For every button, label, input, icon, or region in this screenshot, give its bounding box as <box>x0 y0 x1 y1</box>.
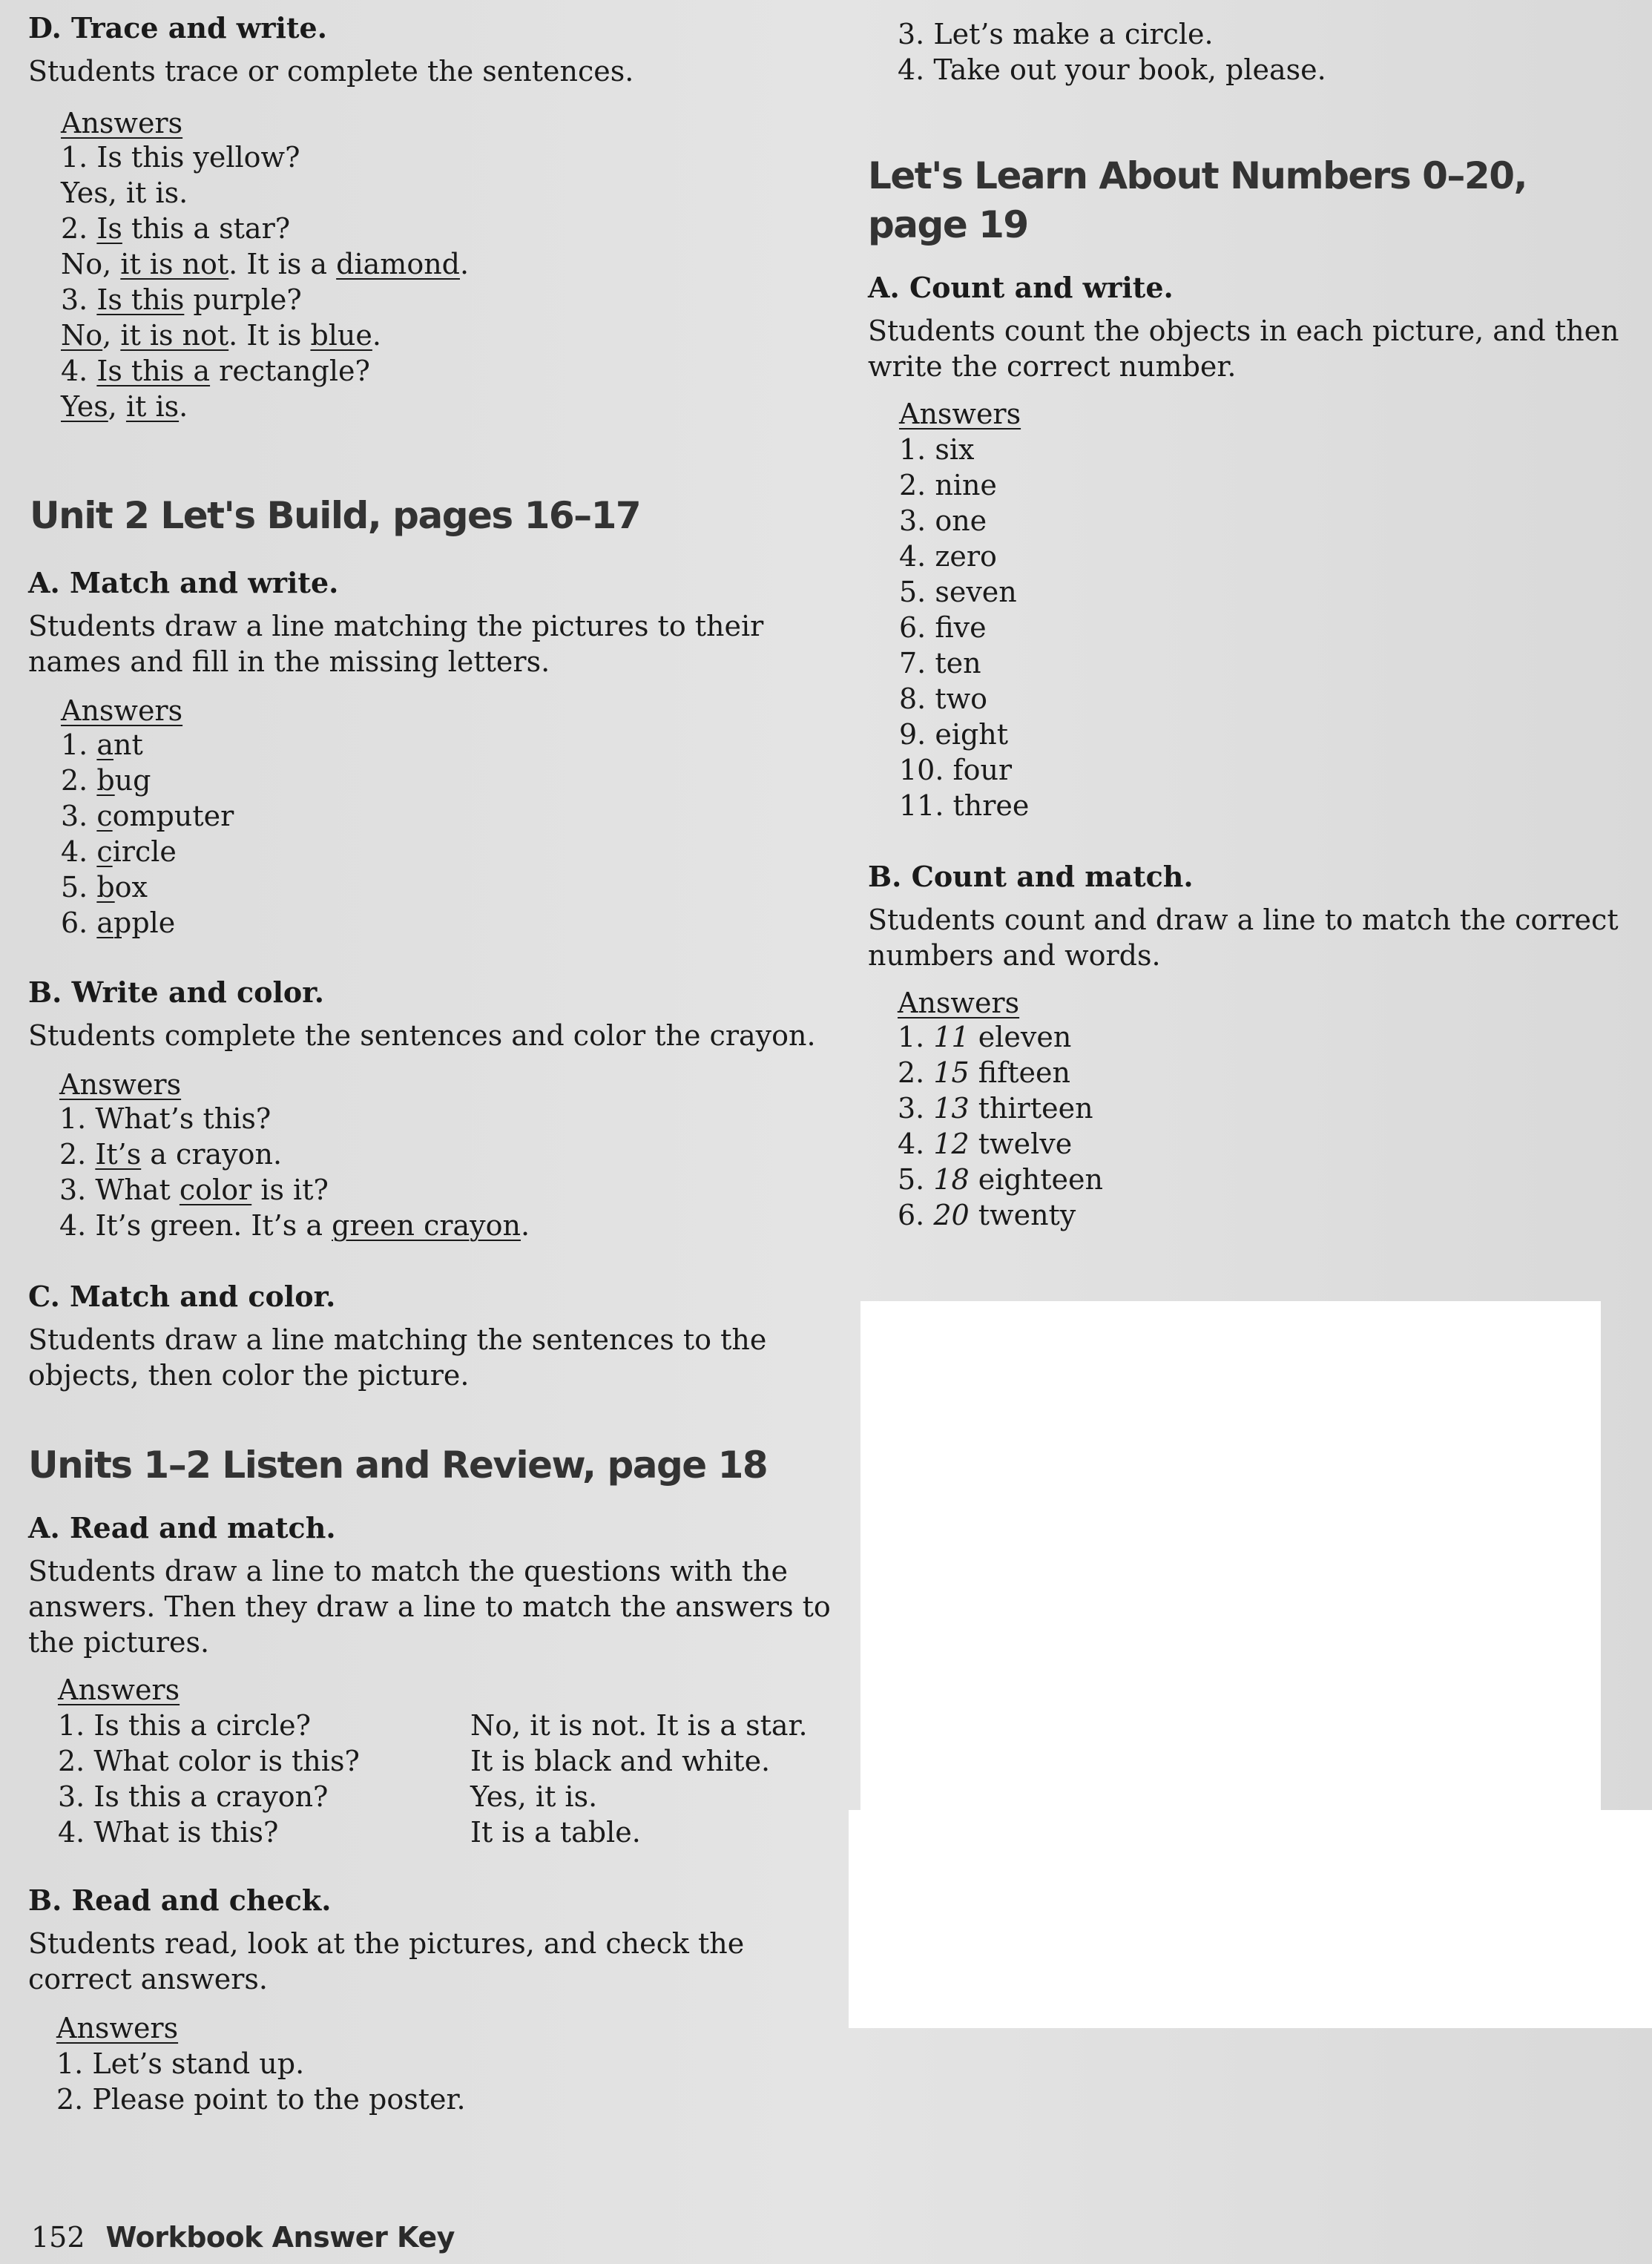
page-number: 152 <box>31 2221 85 2254</box>
match-and-color-description: objects, then color the picture. <box>28 1359 470 1392</box>
question-line: 1. Is this a circle? <box>58 1709 312 1742</box>
answer-line: 2. bug <box>61 764 151 797</box>
write-and-color-description: Students complete the sentences and color the crayon. <box>28 1019 816 1052</box>
answer-line: 1. What’s this? <box>59 1102 272 1135</box>
answer-line: 5. 18 eighteen <box>898 1163 1103 1196</box>
match-and-color-description: Students draw a line matching the sentences to the <box>28 1323 767 1356</box>
answer-line: 2. Is this a star? <box>61 212 291 245</box>
answers-label: Answers <box>59 1068 182 1101</box>
read-and-match-description: answers. Then they draw a line to match the answers to <box>28 1590 831 1623</box>
answer-line: 5. box <box>61 871 148 904</box>
unit-2-heading: Unit 2 Let's Build, pages 16–17 <box>30 494 641 537</box>
answer-line: No, it is not. It is a diamond. <box>61 248 470 280</box>
count-and-match-description: numbers and words. <box>868 939 1161 972</box>
numbers-heading: Let's Learn About Numbers 0–20, <box>868 154 1527 197</box>
answer-line: No, it is not. It is blue. <box>61 319 381 352</box>
count-and-write-description: Students count the objects in each picture, and then <box>868 315 1619 347</box>
listen-and-review-heading: Units 1–2 Listen and Review, page 18 <box>28 1444 768 1487</box>
answers-label: Answers <box>898 987 1020 1019</box>
footer-label: Workbook Answer Key <box>105 2221 455 2254</box>
answer-line: 8. two <box>899 682 988 715</box>
answer-line: 4. Take out your book, please. <box>898 53 1326 86</box>
answer-line: 1. 11 eleven <box>898 1021 1072 1053</box>
read-and-match-description: the pictures. <box>28 1626 210 1659</box>
answer-line: 10. four <box>899 754 1013 786</box>
answer-line: 2. nine <box>899 469 997 501</box>
answer-line: Yes, it is. <box>470 1780 598 1813</box>
match-and-color-heading: C. Match and color. <box>28 1280 336 1313</box>
answer-line: 1. ant <box>61 728 143 761</box>
numbers-heading-page: page 19 <box>868 203 1028 246</box>
blank-area <box>849 1810 1652 2028</box>
read-and-match-description: Students draw a line to match the questions with the <box>28 1555 788 1587</box>
answer-line: 4. It’s green. It’s a green crayon. <box>59 1209 530 1242</box>
question-line: 2. What color is this? <box>58 1745 360 1777</box>
answer-line: 3. Is this purple? <box>61 283 302 316</box>
answers-label: Answers <box>56 2012 179 2044</box>
page-footer <box>31 2219 455 2255</box>
trace-and-write-heading: D. Trace and write. <box>28 11 327 45</box>
answer-line: 1. six <box>899 433 975 466</box>
answer-line: It is a table. <box>470 1816 641 1849</box>
answer-line: 3. computer <box>61 800 234 832</box>
answer-line: It is black and white. <box>470 1745 771 1777</box>
answer-line: 4. 12 twelve <box>898 1128 1073 1160</box>
answer-line: 3. one <box>899 504 987 537</box>
answer-line: 4. Is this a rectangle? <box>61 355 370 387</box>
answer-line: 6. 20 twenty <box>898 1199 1076 1231</box>
match-and-write-heading: A. Match and write. <box>28 566 339 599</box>
answer-line: Yes, it is. <box>61 177 188 209</box>
write-and-color-heading: B. Write and color. <box>28 975 325 1009</box>
match-and-write-description: Students draw a line matching the pictures to their <box>28 610 764 642</box>
answer-line: 4. zero <box>899 540 997 573</box>
answer-line: 9. eight <box>899 718 1009 751</box>
question-line: 4. What is this? <box>58 1816 279 1849</box>
read-and-check-description: Students read, look at the pictures, and check the <box>28 1927 745 1960</box>
count-and-match-description: Students count and draw a line to match the correct <box>868 904 1619 936</box>
answer-line: 5. seven <box>899 576 1017 608</box>
answer-line: 2. 15 fifteen <box>898 1056 1070 1089</box>
answers-label: Answers <box>899 398 1021 430</box>
answer-line: 1. Let’s stand up. <box>56 2047 305 2080</box>
answer-line: No, it is not. It is a star. <box>470 1709 808 1742</box>
answer-line: Yes, it is. <box>61 390 188 423</box>
answer-line: 3. What color is it? <box>59 1174 329 1206</box>
trace-and-write-description: Students trace or complete the sentences. <box>28 55 634 88</box>
answer-line: 4. circle <box>61 835 177 868</box>
answer-line: 2. It’s a crayon. <box>59 1138 283 1171</box>
answer-line: 6. apple <box>61 906 176 939</box>
answer-line: 3. 13 thirteen <box>898 1092 1093 1125</box>
answer-line: 6. five <box>899 611 987 644</box>
answers-label: Answers <box>58 1674 180 1706</box>
answer-line: 7. ten <box>899 647 981 679</box>
answers-label: Answers <box>61 107 183 139</box>
read-and-check-heading: B. Read and check. <box>28 1883 332 1917</box>
answers-label: Answers <box>61 694 183 727</box>
answer-line: 11. three <box>899 789 1030 822</box>
answer-line: 2. Please point to the poster. <box>56 2083 466 2116</box>
read-and-match-heading: A. Read and match. <box>28 1511 336 1544</box>
answer-line: 1. Is this yellow? <box>61 141 300 174</box>
count-and-write-description: write the correct number. <box>868 350 1237 383</box>
read-and-check-description: correct answers. <box>28 1963 268 1995</box>
count-and-write-heading: A. Count and write. <box>868 271 1174 304</box>
match-and-write-description: names and fill in the missing letters. <box>28 645 550 678</box>
count-and-match-heading: B. Count and match. <box>868 860 1194 893</box>
answer-line: 3. Let’s make a circle. <box>898 18 1214 50</box>
question-line: 3. Is this a crayon? <box>58 1780 329 1813</box>
blank-area <box>860 1301 1601 1811</box>
